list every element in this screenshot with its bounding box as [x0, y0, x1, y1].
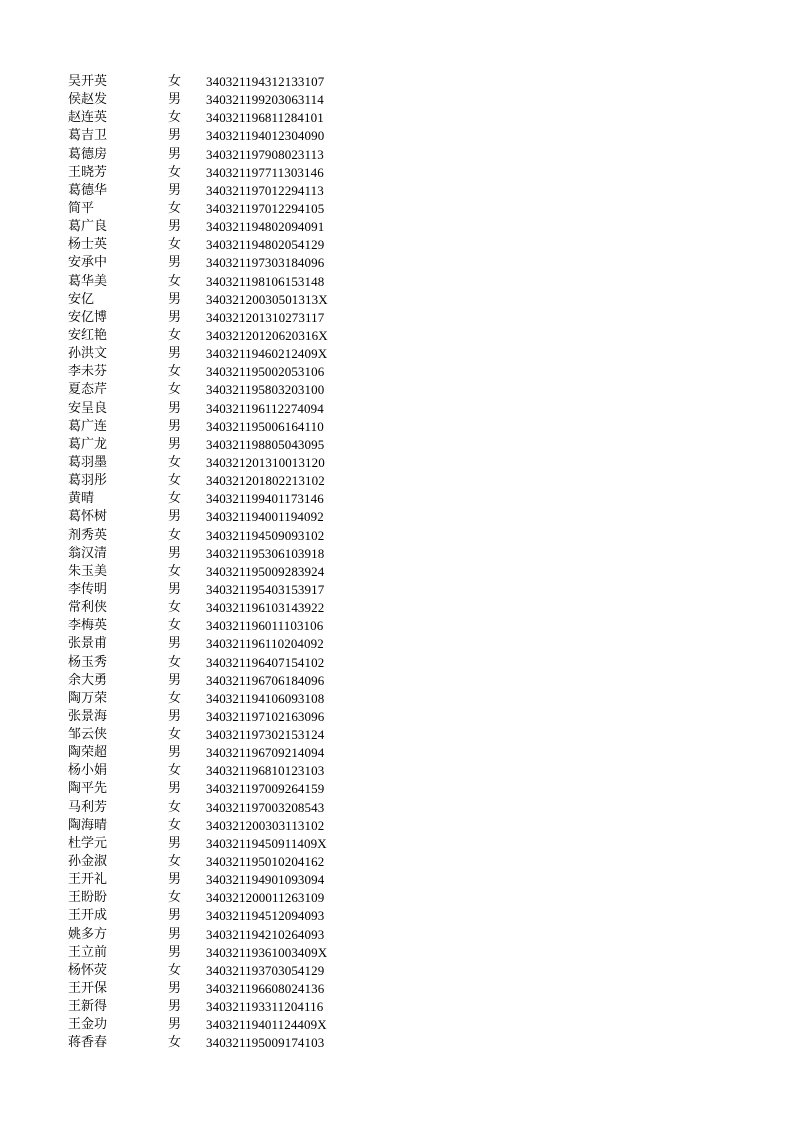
gender-cell: 男 [168, 981, 182, 997]
gender-cell: 男 [168, 708, 182, 724]
table-row [0, 436, 793, 454]
table-row [0, 273, 793, 291]
gender-cell: 男 [168, 1017, 182, 1033]
table-row [0, 1016, 793, 1034]
table-row [0, 418, 793, 436]
table-row [0, 164, 793, 182]
gender-cell: 男 [168, 926, 182, 942]
id-number-cell: 340321195010204162 [206, 854, 325, 870]
table-row [0, 454, 793, 472]
gender-cell: 男 [168, 944, 182, 960]
table-row [0, 200, 793, 218]
table-row [0, 508, 793, 526]
id-number-cell: 340321194001194092 [206, 509, 324, 525]
table-row [0, 109, 793, 127]
gender-cell: 男 [168, 219, 182, 235]
table-row [0, 381, 793, 399]
id-number-cell: 340321195009283924 [206, 563, 325, 579]
table-row [0, 345, 793, 363]
table-row [0, 799, 793, 817]
person-name-cell: 张景甫 [68, 636, 108, 652]
gender-cell: 男 [168, 146, 182, 162]
gender-cell: 男 [168, 672, 182, 688]
id-number-cell: 340321194012304090 [206, 128, 325, 144]
id-number-cell: 340321196811284101 [206, 110, 324, 126]
gender-cell: 男 [168, 509, 182, 525]
id-number-cell: 340321199401173146 [206, 491, 324, 507]
person-name-cell: 王立前 [68, 944, 108, 960]
id-number-cell: 340321197908023113 [206, 146, 324, 162]
table-row [0, 853, 793, 871]
person-name-cell: 安亿博 [68, 309, 108, 325]
person-name-cell: 王开礼 [68, 872, 108, 888]
person-name-cell: 王新得 [68, 999, 108, 1015]
person-name-cell: 蒋香春 [68, 1035, 108, 1051]
gender-cell: 男 [168, 400, 182, 416]
person-name-cell: 葛吉卫 [68, 128, 108, 144]
person-name-cell: 余大勇 [68, 672, 108, 688]
id-number-cell: 340321196810123103 [206, 763, 325, 779]
id-number-cell: 340321194512094093 [206, 908, 325, 924]
id-number-cell: 340321195002053106 [206, 364, 325, 380]
gender-cell: 女 [168, 600, 182, 616]
person-name-cell: 安红艳 [68, 327, 108, 343]
person-name-cell: 葛羽彤 [68, 473, 108, 489]
id-number-cell: 340321197303184096 [206, 255, 325, 271]
person-name-cell: 李梅英 [68, 618, 108, 634]
gender-cell: 女 [168, 491, 182, 507]
person-name-cell: 李未芬 [68, 364, 108, 380]
gender-cell: 女 [168, 473, 182, 489]
id-number-cell: 340321196103143922 [206, 600, 325, 616]
table-row [0, 944, 793, 962]
gender-cell: 女 [168, 454, 182, 470]
person-name-cell: 黄晴 [68, 491, 95, 507]
gender-cell: 女 [168, 382, 182, 398]
person-name-cell: 马利芳 [68, 799, 108, 815]
id-number-cell: 340321194901093094 [206, 872, 325, 888]
id-number-cell: 340321200303113102 [206, 817, 325, 833]
id-number-cell: 340321196011103106 [206, 618, 324, 634]
table-row [0, 490, 793, 508]
gender-cell: 男 [168, 745, 182, 761]
table-row [0, 708, 793, 726]
table-row [0, 146, 793, 164]
table-row [0, 472, 793, 490]
gender-cell: 男 [168, 436, 182, 452]
id-number-cell: 340321199203063114 [206, 92, 324, 108]
id-number-cell: 340321197711303146 [206, 164, 324, 180]
person-name-cell: 葛羽墨 [68, 454, 108, 470]
id-number-cell: 340321200011263109 [206, 890, 325, 906]
gender-cell: 男 [168, 835, 182, 851]
gender-cell: 男 [168, 908, 182, 924]
person-name-cell: 侯赵发 [68, 92, 108, 108]
id-number-cell: 340321197012294113 [206, 182, 324, 198]
table-row [0, 581, 793, 599]
gender-cell: 女 [168, 273, 182, 289]
person-name-cell: 杨玉秀 [68, 654, 108, 670]
gender-cell: 男 [168, 128, 182, 144]
person-name-cell: 王开成 [68, 908, 108, 924]
id-number-cell: 340321197003208543 [206, 799, 325, 815]
table-row [0, 907, 793, 925]
table-row [0, 926, 793, 944]
gender-cell: 男 [168, 309, 182, 325]
table-row [0, 871, 793, 889]
person-name-cell: 葛华美 [68, 273, 108, 289]
id-number-cell: 340321193703054129 [206, 962, 325, 978]
person-name-cell: 姚多方 [68, 926, 108, 942]
id-number-cell: 340321193311204116 [206, 999, 324, 1015]
person-name-cell: 朱玉美 [68, 563, 108, 579]
gender-cell: 男 [168, 255, 182, 271]
id-number-cell: 340321196110204092 [206, 636, 324, 652]
gender-cell: 男 [168, 418, 182, 434]
id-number-cell: 340321198106153148 [206, 273, 325, 289]
table-row [0, 91, 793, 109]
gender-cell: 女 [168, 727, 182, 743]
gender-cell: 女 [168, 74, 182, 89]
gender-cell: 女 [168, 563, 182, 579]
id-number-cell: 340321195403153917 [206, 581, 325, 597]
person-name-cell: 安亿 [68, 291, 95, 307]
person-name-cell: 葛德华 [68, 182, 108, 198]
gender-cell: 男 [168, 781, 182, 797]
person-name-cell: 杨小娟 [68, 763, 108, 779]
id-number-cell: 34032119450911409X [206, 835, 327, 851]
person-name-cell: 孙洪文 [68, 346, 108, 362]
gender-cell: 男 [168, 291, 182, 307]
table-row [0, 254, 793, 272]
table-row [0, 327, 793, 345]
gender-cell: 男 [168, 346, 182, 362]
id-number-cell: 340321194106093108 [206, 690, 325, 706]
gender-cell: 女 [168, 618, 182, 634]
id-number-cell: 340321194802054129 [206, 237, 325, 253]
person-name-cell: 葛广龙 [68, 436, 108, 452]
id-number-cell: 340321196608024136 [206, 981, 325, 997]
table-row [0, 563, 793, 581]
id-number-cell: 34032120030501313X [206, 291, 328, 307]
id-number-cell: 340321195006164110 [206, 418, 324, 434]
person-name-cell: 简平 [68, 200, 95, 216]
person-name-cell: 安呈良 [68, 400, 108, 416]
person-name-cell: 陶荣超 [68, 745, 108, 761]
person-name-cell: 王晓芳 [68, 164, 108, 180]
id-number-cell: 34032119460212409X [206, 346, 328, 362]
person-name-cell: 葛德房 [68, 146, 108, 162]
person-name-cell: 杨怀荧 [68, 962, 108, 978]
gender-cell: 女 [168, 690, 182, 706]
table-row [0, 762, 793, 780]
gender-cell: 女 [168, 327, 182, 343]
table-row [0, 599, 793, 617]
table-row [0, 635, 793, 653]
id-number-cell: 340321195803203100 [206, 382, 325, 398]
person-name-cell: 安承中 [68, 255, 108, 271]
gender-cell: 女 [168, 110, 182, 126]
table-row [0, 672, 793, 690]
gender-cell: 女 [168, 237, 182, 253]
id-number-cell: 340321197009264159 [206, 781, 325, 797]
gender-cell: 女 [168, 1035, 182, 1051]
person-name-cell: 吴开英 [68, 74, 108, 89]
person-name-cell: 杨士英 [68, 237, 108, 253]
person-name-cell: 陶平先 [68, 781, 108, 797]
person-name-cell: 王金功 [68, 1017, 108, 1033]
gender-cell: 女 [168, 817, 182, 833]
person-name-cell: 葛广连 [68, 418, 108, 434]
id-number-cell: 340321201802213102 [206, 473, 325, 489]
id-number-cell: 340321201310013120 [206, 454, 325, 470]
id-number-cell: 340321194312133107 [206, 74, 325, 89]
table-row [0, 962, 793, 980]
id-number-cell: 34032119401124409X [206, 1017, 327, 1033]
id-number-cell: 340321196709214094 [206, 745, 325, 761]
table-row [0, 780, 793, 798]
table-row [0, 617, 793, 635]
table-row [0, 182, 793, 200]
gender-cell: 女 [168, 200, 182, 216]
table-row [0, 980, 793, 998]
id-number-cell: 34032120120620316X [206, 327, 328, 343]
table-row [0, 363, 793, 381]
person-name-cell: 陶海晴 [68, 817, 108, 833]
table-row [0, 998, 793, 1016]
table-row [0, 527, 793, 545]
gender-cell: 女 [168, 854, 182, 870]
gender-cell: 男 [168, 636, 182, 652]
gender-cell: 女 [168, 164, 182, 180]
person-name-cell: 赵连英 [68, 110, 108, 126]
person-name-cell: 邹云侠 [68, 727, 108, 743]
id-number-cell: 34032119361003409X [206, 944, 328, 960]
gender-cell: 男 [168, 545, 182, 561]
table-row [0, 291, 793, 309]
gender-cell: 男 [168, 999, 182, 1015]
id-number-cell: 340321196706184096 [206, 672, 325, 688]
gender-cell: 女 [168, 364, 182, 380]
gender-cell: 男 [168, 182, 182, 198]
person-name-cell: 葛怀树 [68, 509, 108, 525]
table-row [0, 218, 793, 236]
id-number-cell: 340321201310273117 [206, 309, 325, 325]
table-row [0, 309, 793, 327]
person-name-cell: 王盼盼 [68, 890, 108, 906]
table-row [0, 400, 793, 418]
table-row [0, 73, 793, 91]
gender-cell: 男 [168, 872, 182, 888]
id-number-cell: 340321194509093102 [206, 527, 325, 543]
id-number-cell: 340321195306103918 [206, 545, 325, 561]
id-number-cell: 340321196112274094 [206, 400, 324, 416]
id-number-cell: 340321196407154102 [206, 654, 325, 670]
gender-cell: 女 [168, 890, 182, 906]
person-name-cell: 常利侠 [68, 600, 108, 616]
gender-cell: 女 [168, 763, 182, 779]
id-number-cell: 340321197012294105 [206, 200, 325, 216]
gender-cell: 女 [168, 962, 182, 978]
gender-cell: 男 [168, 92, 182, 108]
person-name-cell: 孙金淑 [68, 854, 108, 870]
table-row [0, 726, 793, 744]
table-row [0, 690, 793, 708]
person-name-cell: 陶万荣 [68, 690, 108, 706]
gender-cell: 女 [168, 654, 182, 670]
gender-cell: 女 [168, 799, 182, 815]
person-name-cell: 剂秀英 [68, 527, 108, 543]
table-row [0, 744, 793, 762]
person-name-cell: 张景海 [68, 708, 108, 724]
table-row [0, 889, 793, 907]
person-name-cell: 翁汉清 [68, 545, 108, 561]
id-number-cell: 340321194802094091 [206, 219, 325, 235]
table-row [0, 835, 793, 853]
roster-table [0, 73, 793, 1053]
person-name-cell: 夏态芹 [68, 382, 108, 398]
table-row [0, 654, 793, 672]
person-name-cell: 杜学元 [68, 835, 108, 851]
person-name-cell: 王开保 [68, 981, 108, 997]
table-row [0, 1034, 793, 1052]
gender-cell: 男 [168, 581, 182, 597]
id-number-cell: 340321194210264093 [206, 926, 325, 942]
gender-cell: 女 [168, 527, 182, 543]
table-row [0, 236, 793, 254]
table-row [0, 817, 793, 835]
person-name-cell: 葛广良 [68, 219, 108, 235]
id-number-cell: 340321197302153124 [206, 727, 325, 743]
id-number-cell: 340321198805043095 [206, 436, 325, 452]
id-number-cell: 340321195009174103 [206, 1035, 325, 1051]
person-name-cell: 李传明 [68, 581, 108, 597]
table-row [0, 545, 793, 563]
table-row [0, 127, 793, 145]
id-number-cell: 340321197102163096 [206, 708, 325, 724]
